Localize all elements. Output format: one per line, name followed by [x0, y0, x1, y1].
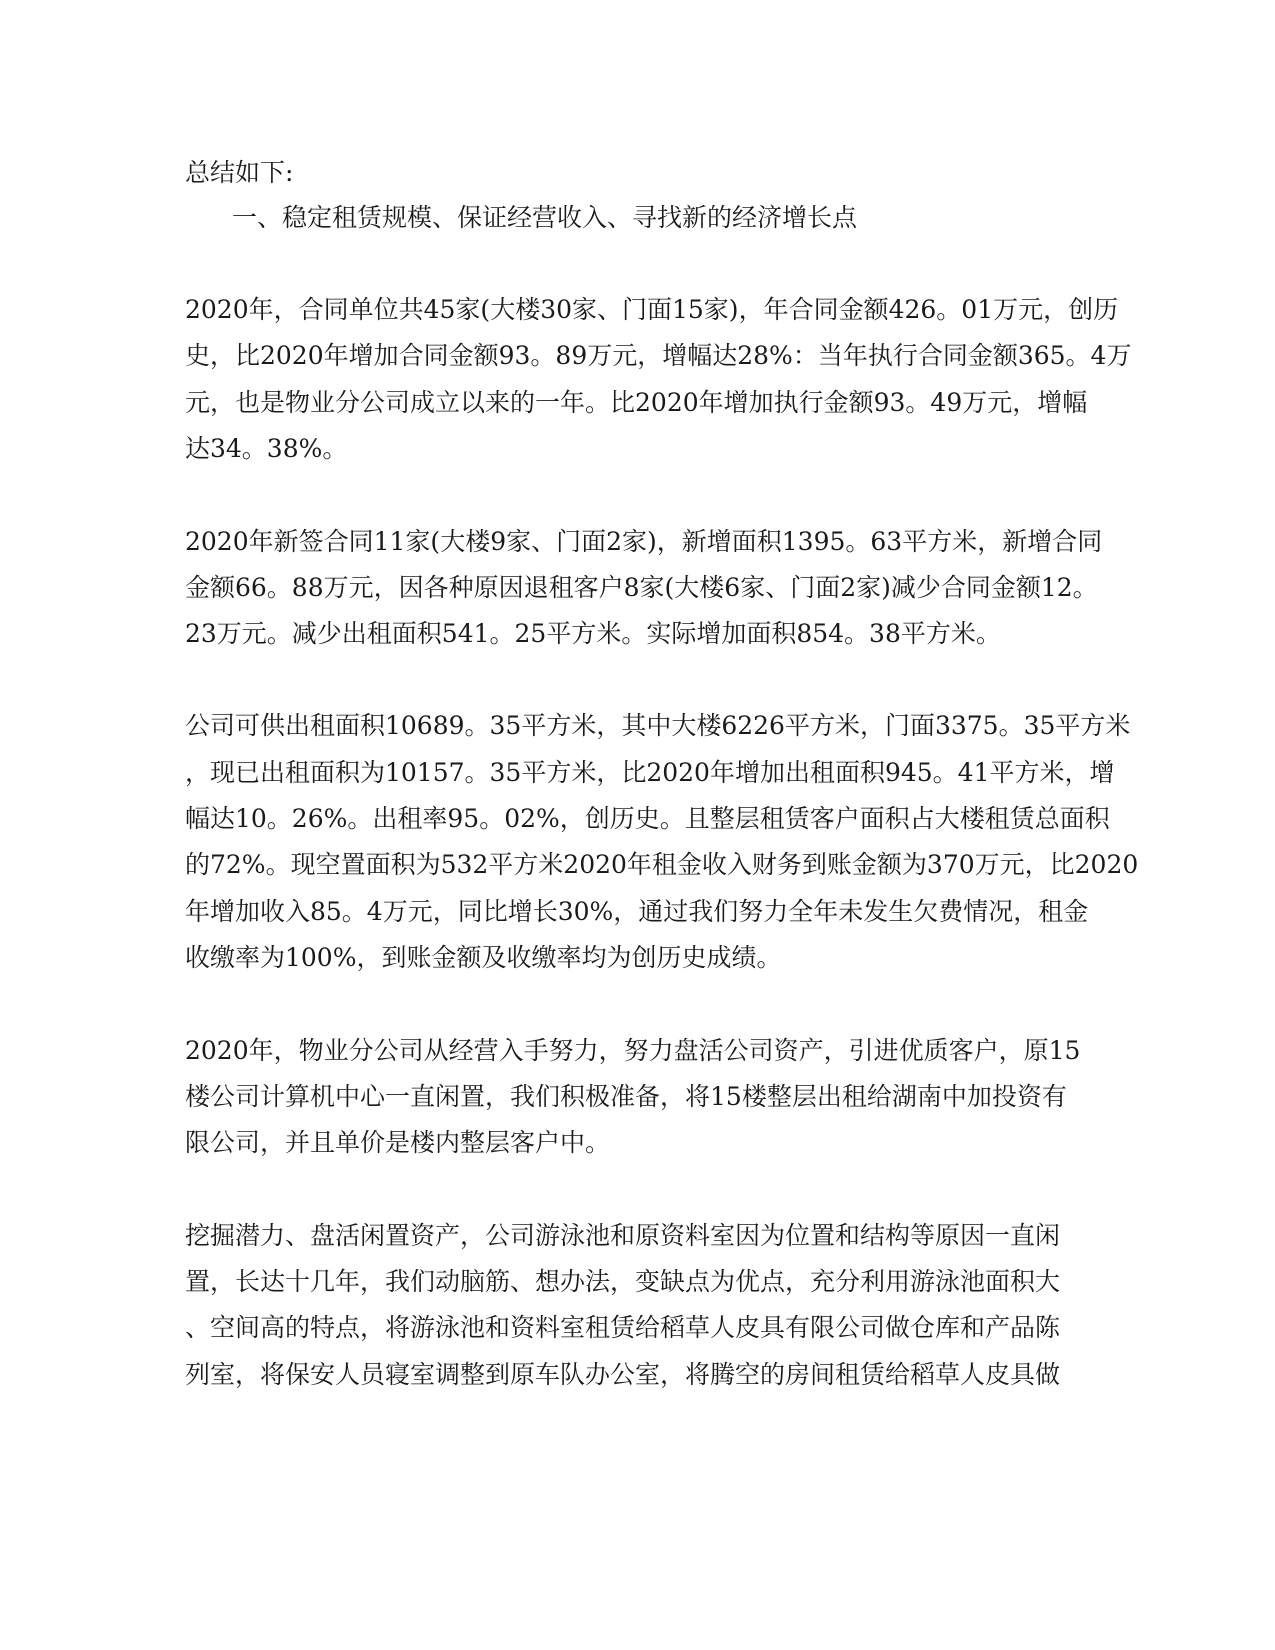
paragraph-4-line-3: 限公司，并且单价是楼内整层客户中。: [185, 1128, 611, 1157]
paragraph-1-line-4: 达34。38%。: [185, 434, 348, 463]
paragraph-4-line-1: 2020年，物业分公司从经营入手努力，努力盘活公司资产，引进优质客户，原15: [185, 1036, 1081, 1065]
paragraph-3-line-2: ，现已出租面积为10157。35平方米，比2020年增加出租面积945。41平方米，增: [185, 758, 1115, 787]
paragraph-3-line-6: 收缴率为100%，到账金额及收缴率均为创历史成绩。: [185, 943, 782, 972]
paragraph-3-line-4: 的72%。现空置面积为532平方米2020年租金收入财务到账金额为370万元，比2020: [185, 850, 1139, 879]
paragraph-5-line-3: 、空间高的特点，将游泳池和资料室租赁给稻草人皮具有限公司做仓库和产品陈: [185, 1313, 1061, 1342]
paragraph-5-line-2: 置，长达十几年，我们动脑筋、想办法，变缺点为优点，充分利用游泳池面积大: [185, 1267, 1061, 1296]
paragraph-3-line-1: 公司可供出租面积10689。35平方米，其中大楼6226平方米，门面3375。35平方米: [185, 711, 1131, 740]
intro-line: 总结如下:: [185, 158, 294, 187]
paragraph-3-line-5: 年增加收入85。4万元，同比增长30%，通过我们努力全年未发生欠费情况，租金: [185, 897, 1089, 926]
paragraph-1-line-3: 元，也是物业分公司成立以来的一年。比2020年增加执行金额93。49万元，增幅: [185, 388, 1088, 417]
paragraph-2-line-3: 23万元。减少出租面积541。25平方米。实际增加面积854。38平方米。: [185, 619, 1001, 648]
paragraph-4-line-2: 楼公司计算机中心一直闲置，我们积极准备，将15楼整层出租给湖南中加投资有: [185, 1082, 1067, 1111]
paragraph-2-line-2: 金额66。88万元，因各种原因退租客户8家(大楼6家、门面2家)减少合同金额12。: [185, 573, 1098, 602]
paragraph-2-line-1: 2020年新签合同11家(大楼9家、门面2家)，新增面积1395。63平方米，新增合同: [185, 527, 1103, 556]
section-heading: 一、稳定租赁规模、保证经营收入、寻找新的经济增长点: [232, 203, 858, 232]
paragraph-1-line-1: 2020年，合同单位共45家(大楼30家、门面15家)，年合同金额426。01万元，创历: [185, 295, 1119, 324]
paragraph-5-line-1: 挖掘潜力、盘活闲置资产，公司游泳池和原资料室因为位置和结构等原因一直闲: [185, 1221, 1061, 1250]
paragraph-1-line-2: 史，比2020年增加合同金额93。89万元，增幅达28%：当年执行合同金额365。4万: [185, 341, 1132, 370]
paragraph-3-line-3: 幅达10。26%。出租率95。02%，创历史。且整层租赁客户面积占大楼租赁总面积: [185, 804, 1110, 833]
paragraph-5-line-4: 列室，将保安人员寝室调整到原车队办公室，将腾空的房间租赁给稻草人皮具做: [185, 1360, 1061, 1389]
